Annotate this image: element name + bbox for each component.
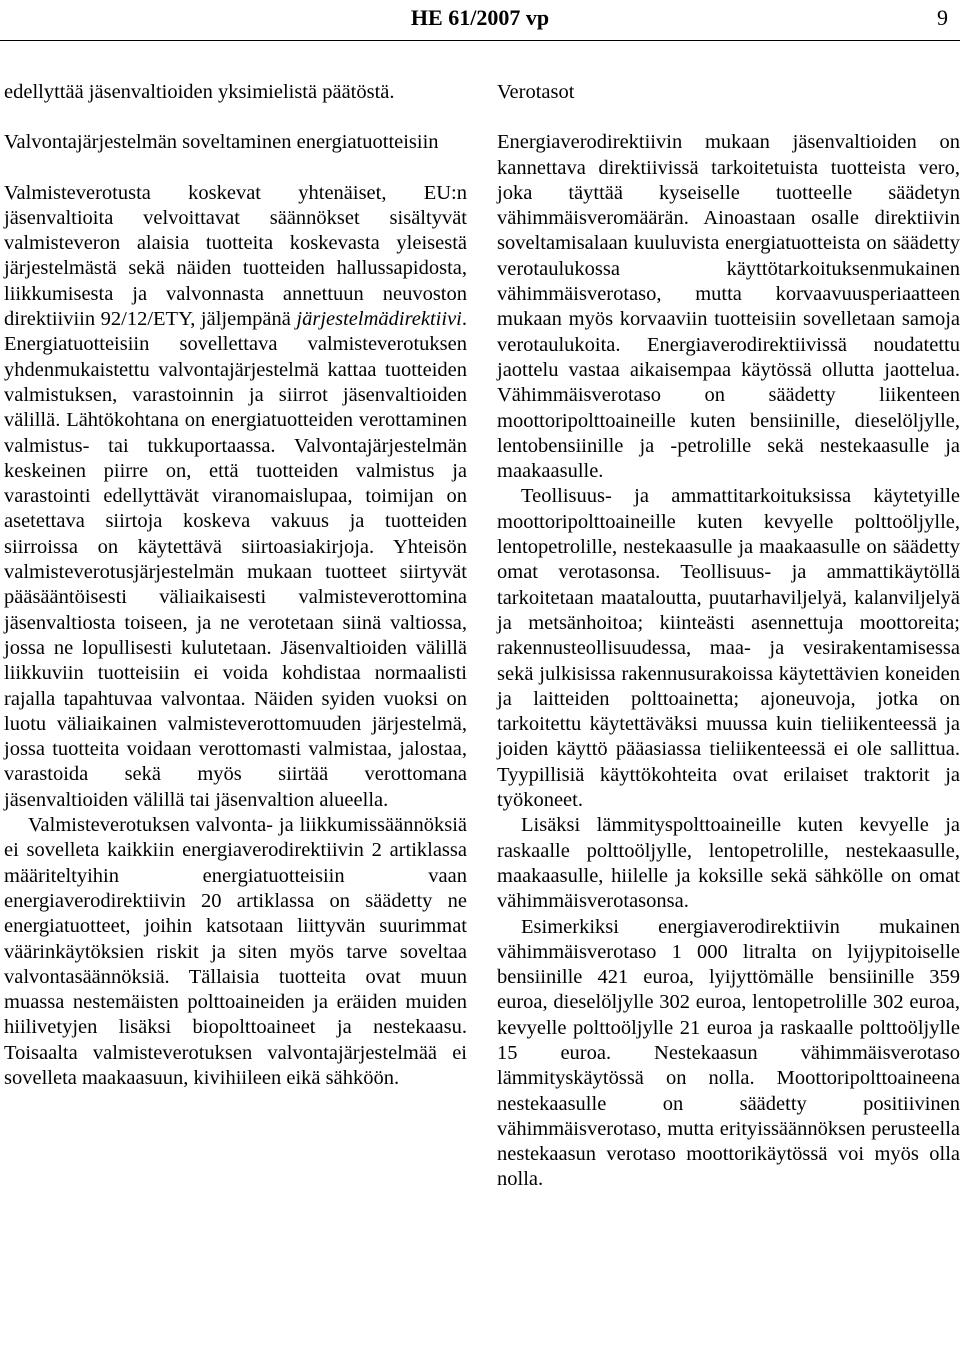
right-column (497, 80, 960, 1193)
body-paragraph (4, 181, 467, 813)
header-rule (0, 40, 960, 41)
paragraph-text: . Energiatuotteisiin sovellettava valmisteverotuksen yhdenmukaistettu valvontajärjestelmä kattaa tuotteiden valmistuksen, varastoinnin ja siirrot jäsenvaltioiden välillä. Lähtökohtana on energiatuotteiden verottaminen valmistus- tai tukkuportaassa. Valvontajärjestelmän keskeinen piirre on, että tuotteiden valmistus ja varastointi edellyttävät viranomaislupaa, toimijan on asetettava siirtoja koskeva vakuus ja tuotteiden siirroissa on käytettävä siirtoasiakirjoja. Yhteisön valmisteverotusjärjestelmän mukaan tuotteet siirtyvät pääsääntöisesti väliaikaisesti valmisteverottomina jäsenvaltiosta toiseen, ja ne verotetaan siinä valtiossa, jossa ne lopullisesti kulutetaan. Jäsenvaltioiden välillä liikkuviin tuotteisiin ei voida kohdistaa normaalisti rajalla tapahtuvaa valvontaa. Näiden syiden vuoksi on luotu väliaikainen valmisteverottomuuden järjestelmä, jossa tuotteita voidaan verottomasti valmistaa, jalostaa, varastoida sekä myös siirtää verottomana jäsenvaltioiden välillä tai jäsenvaltion alueella. (4, 308, 467, 811)
section-heading-verotasot: Verotasot (497, 81, 575, 103)
spacer (497, 105, 960, 130)
document-id: HE 61/2007 vp (410, 5, 550, 30)
body-paragraph: Esimerkiksi energiaverodirektiivin mukainen vähimmäisverotaso 1 000 litralta on lyijypitoiselle bensiinille 421 euroa, lyijyttömälle bensiinille 359 euroa, dieselöljylle 302 euroa, lentopetrolille 302 euroa, kevyelle polttoöljylle 21 euroa ja raskaalle polttoöljylle 15 euroa. Nestekaasun vähimmäisverotaso lämmityskäytössä on nolla. Moottoripolttoaineena nestekaasulle on säädetty positiivinen vähimmäisverotaso, mutta erityissäännöksen perusteella nestekaasun verotaso moottorikäytössä voi myös olla nolla. (497, 915, 960, 1191)
spacer (4, 156, 467, 181)
page-header (0, 4, 960, 34)
section-heading-valvonta: Valvontajärjestelmän soveltaminen energiatuotteisiin (4, 131, 439, 154)
spacer (4, 105, 467, 130)
page-number: 9 (937, 5, 948, 30)
body-paragraph: Energiaverodirektiivin mukaan jäsenvaltioiden on kannettava direktiivissä tarkoitetuista tuotteista vero, joka täyttää kyseiselle tuotteelle säädetyn vähimmäisveromäärän. Ainoastaan osalle direktiivin soveltamisalaan kuuluvista energiatuotteista on säädetty verotaulukossa käyttötarkoituksenmukainen vähimmäisverotaso, mutta korvaavuusperiaatteen mukaan myös korvaaviin tuotteisiin sovelletaan samoja verotaulukoita. Energiaverodirektiivissä noudatettu jaottelu vastaa aikaisempaa käytössä ollutta jaottelua. Vähimmäisverotaso on säädetty liikenteen moottoripolttoaineille kuten bensiinille, dieselöljylle, lentobensiinille ja -petrolille sekä nestekaasulle ja maakaasulle. (497, 131, 960, 483)
body-paragraph: Teollisuus- ja ammattitarkoituksissa käytetyille moottoripolttoaineille kuten kevyelle polttoöljylle, lentopetrolille, nestekaasulle ja maakaasulle on säädetty omat verotasonsa. Teollisuus- ja ammattikäytöllä tarkoitetaan maataloutta, puutarhaviljelyä, kalanviljelyä ja metsänhoitoa; kiinteästi asennettuja moottoreita; rakennusteollisuudessa, maa- ja vesirakentamisessa sekä julkisissa rakennusurakoissa käytettävien koneiden ja laitteiden polttoainetta; ajoneuvoja, jotka on tarkoitettu käytettäväksi muussa kuin tieliikenteessä ja joiden käyttö pääasiassa tieliikenteessä ei ole sallittua. Tyypillisiä käyttökohteita ovat erilaiset traktorit ja työkoneet. (497, 485, 960, 812)
left-column (4, 80, 467, 1091)
body-paragraph: Lisäksi lämmityspolttoaineille kuten kevyelle ja raskaalle polttoöljylle, lentopetrolille, nestekaasulle, maakaasulle, hiilelle ja koksille sekä sähkölle on omat vähimmäisverotasonsa. (497, 814, 960, 913)
paragraph-italic-term: järjestelmädirektiivi (296, 308, 462, 331)
intro-paragraph: edellyttää jäsenvaltioiden yksimielistä päätöstä. (4, 81, 395, 103)
paragraph-text: Valmisteverotusta koskevat yhtenäiset, EU:n jäsenvaltioita velvoittavat säännökset sisältyvät valmisteveron alaisia tuotteita koskevasta yleisestä järjestelmästä sekä näiden tuotteiden hallussapidosta, liikkumisesta ja valvonnasta annettuun neuvoston direktiiviin 92/12/ETY, jäljempänä (4, 181, 467, 331)
body-paragraph: Valmisteverotuksen valvonta- ja liikkumissäännöksiä ei sovelleta kaikkiin energiaverodirektiivin 2 artiklassa määriteltyihin energiatuotteisiin vaan energiaverodirektiivin 20 artiklassa on säädetty ne energiatuotteet, joihin katsotaan liittyvän suurimmat väärinkäytöksien riskit ja siten myös tarve soveltaa valvontasäännöksiä. Tällaisia tuotteita ovat muun muassa nestemäisten polttoaineiden ja eräiden muiden hiilivetyjen lisäksi biopolttoaineet ja nestekaasu. Toisaalta valmisteverotuksen valvontajärjestelmää ei sovelleta maakaasuun, kivihiileen eikä sähköön. (4, 814, 467, 1089)
